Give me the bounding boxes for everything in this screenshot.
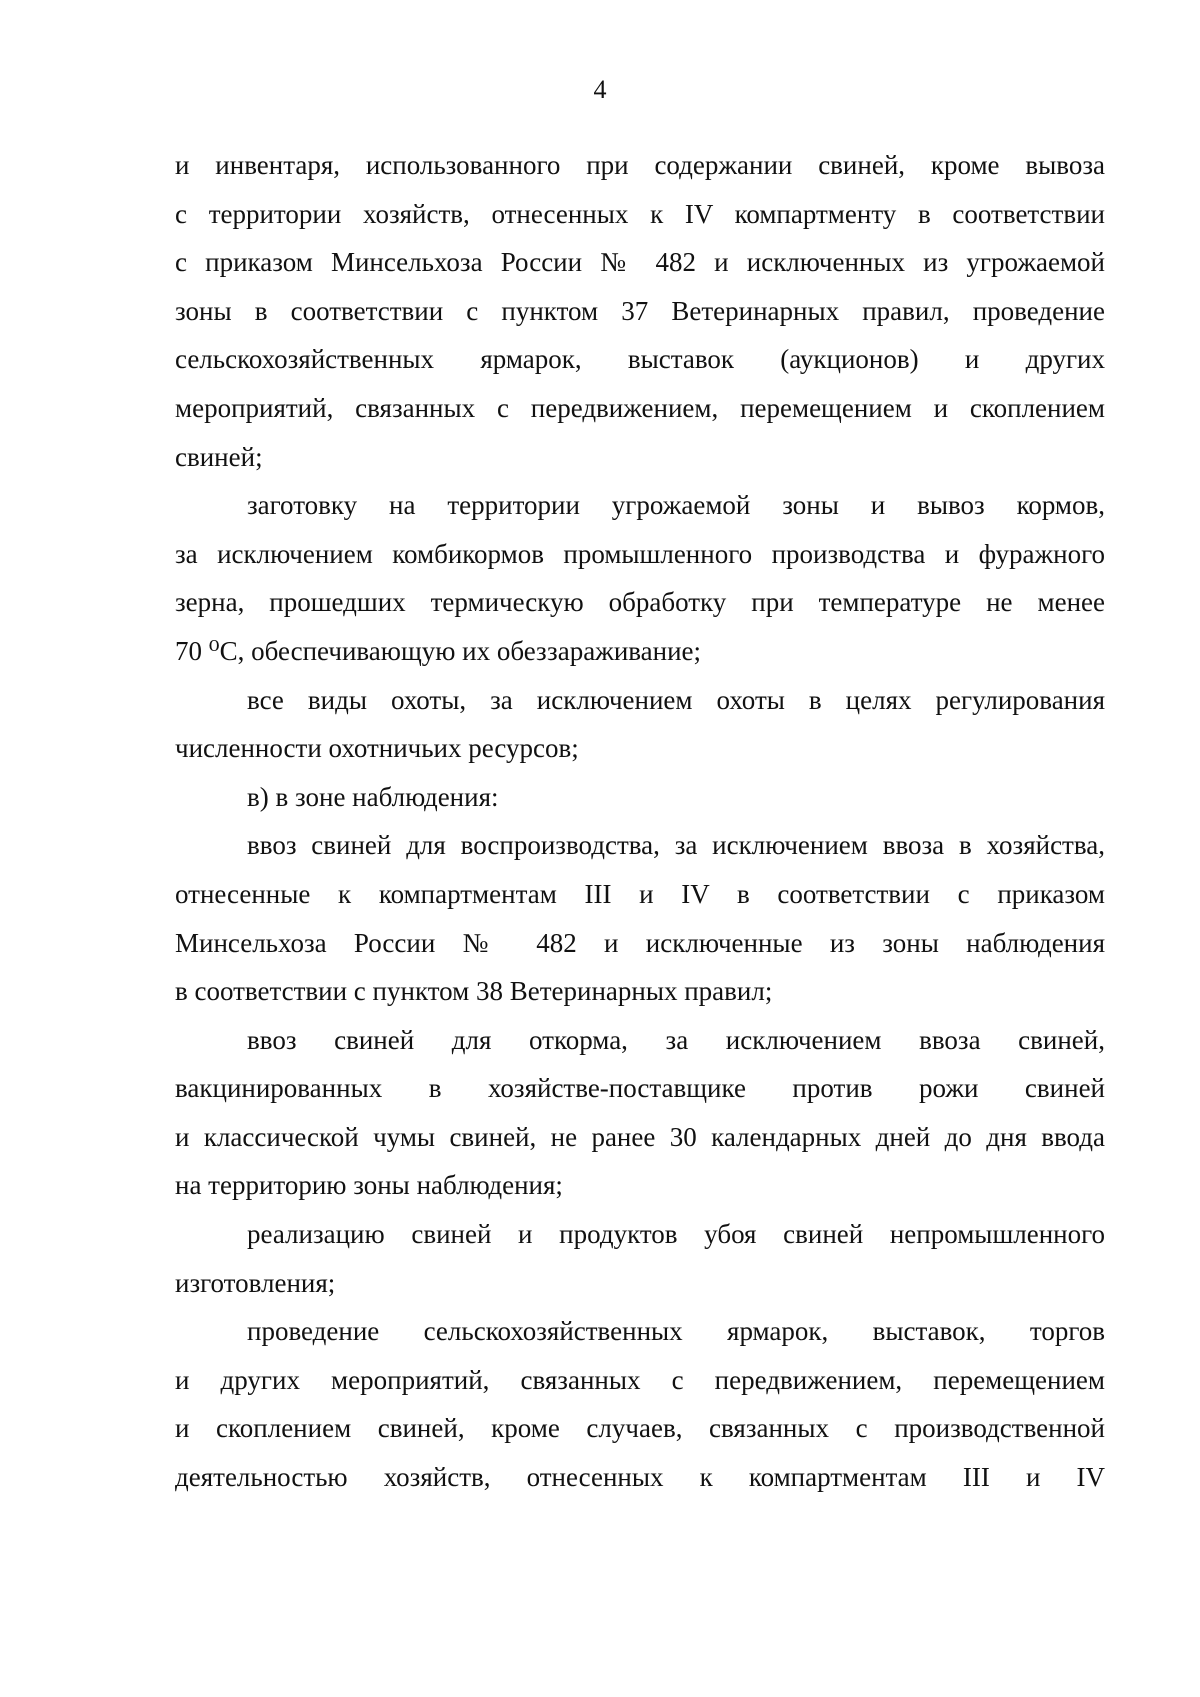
text-line: в) в зоне наблюдения: (247, 781, 499, 812)
text-line: вакцинированных в хозяйстве-поставщике против рожи свиней (175, 1073, 1105, 1104)
text-line: зерна, прошедших термическую обработку при температуре не менее (175, 587, 1105, 618)
text-line: и скоплением свиней, кроме случаев, связанных с производственной (175, 1413, 1105, 1444)
text-line: численности охотничьих ресурсов; (175, 733, 579, 764)
text-line: и инвентаря, использованного при содержании свиней, кроме вывоза (175, 150, 1105, 180)
text-line: изготовления; (175, 1267, 336, 1298)
text-line: заготовку на территории угрожаемой зоны и вывоз кормов, (247, 490, 1105, 521)
text-line: и других мероприятий, связанных с передвижением, перемещением (175, 1364, 1105, 1395)
text-line: деятельностью хозяйств, отнесенных к компартментам III и IV (175, 1462, 1105, 1493)
text-line: за исключением комбикормов промышленного производства и фуражного (175, 538, 1105, 569)
document-body (175, 141, 1105, 1502)
text-line: мероприятий, связанных с передвижением, перемещением и скоплением (175, 392, 1105, 423)
text-line: реализацию свиней и продуктов убоя свиней непромышленного (247, 1219, 1105, 1250)
text-line: ввоз свиней для воспроизводства, за исключением ввоза в хозяйства, (247, 830, 1105, 861)
text-line: в соответствии с пунктом 38 Ветеринарных правил; (175, 976, 773, 1007)
text-line: зоны в соответствии с пунктом 37 Ветеринарных правил, проведение (175, 295, 1105, 326)
text-line: проведение сельскохозяйственных ярмарок, выставок, торгов (247, 1316, 1105, 1347)
text-line: все виды охоты, за исключением охоты в целях регулирования (247, 684, 1105, 715)
text-line: отнесенные к компартментам III и IV в соответствии с приказом (175, 878, 1105, 909)
text-line: ввоз свиней для откорма, за исключением ввоза свиней, (247, 1024, 1105, 1055)
text-line: 70 ⁰С, обеспечивающую их обеззараживание; (175, 635, 702, 666)
text-line: с территории хозяйств, отнесенных к IV компартменту в соответствии (175, 198, 1105, 229)
text-line: свиней; (175, 441, 263, 472)
text-line: и классической чумы свиней, не ранее 30 календарных дней до дня ввода (175, 1121, 1105, 1152)
page-number: 4 (593, 75, 607, 104)
text-line: на территорию зоны наблюдения; (175, 1170, 563, 1201)
text-line: сельскохозяйственных ярмарок, выставок (аукционов) и других (175, 344, 1105, 375)
text-line: Минсельхоза России № 482 и исключенные из зоны наблюдения (175, 927, 1105, 958)
text-line: с приказом Минсельхоза России № 482 и исключенных из угрожаемой (175, 247, 1105, 278)
